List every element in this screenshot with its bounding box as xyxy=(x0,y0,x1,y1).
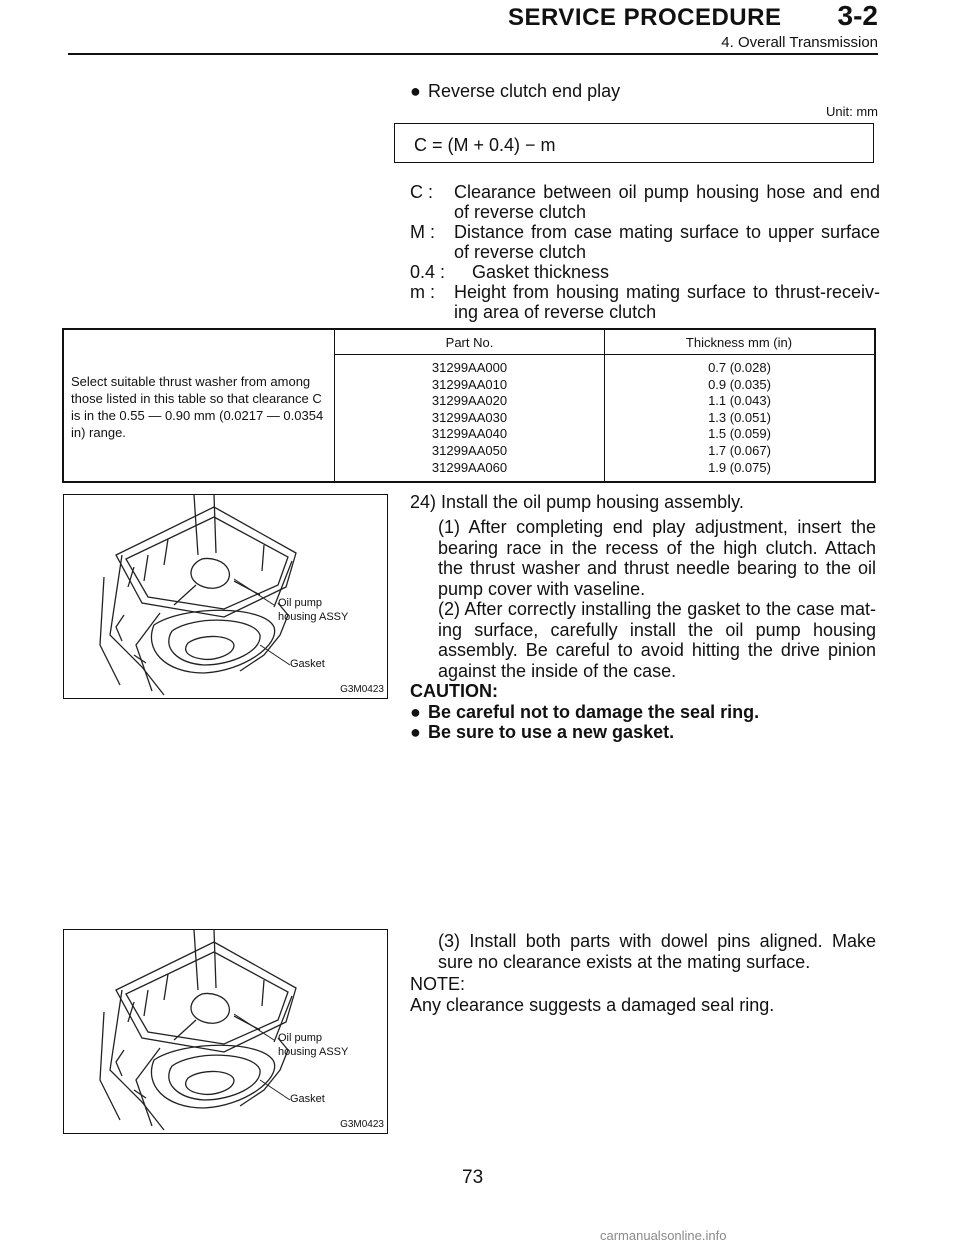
definition-text: Gasket thickness xyxy=(472,262,610,282)
definition-text: Clearance between oil pump housing hose and end of reverse clutch xyxy=(454,182,880,222)
page-number: 73 xyxy=(462,1167,484,1188)
definition-symbol: 0.4 : xyxy=(410,262,446,282)
table-cell-thickness: 0.7 (0.028) xyxy=(708,360,771,375)
column-header-thickness: Thickness mm (in) xyxy=(685,335,793,350)
note-block xyxy=(410,974,774,1015)
note-text: Any clearance suggests a damaged seal ring. xyxy=(410,994,775,1015)
bullet-icon: ● xyxy=(410,722,421,742)
unit-label: Unit: mm xyxy=(826,104,878,119)
table-cell-part: 31299AA000 xyxy=(431,360,508,375)
definition-symbol: m : xyxy=(410,282,435,302)
reverse-clutch-heading xyxy=(410,81,620,102)
callout-oil-pump-1: Oil pump xyxy=(278,597,323,609)
step-24-heading: 24) Install the oil pump housing assembly. xyxy=(410,492,744,512)
definition-text: Height from housing mating surface to thrust-receiv- ing area of reverse clutch xyxy=(454,282,880,322)
callout-gasket: Gasket xyxy=(290,658,325,670)
table-cell-thickness: 0.9 (0.035) xyxy=(708,376,771,392)
callout-housing-assy: housing ASSY xyxy=(278,1046,349,1058)
subsection-title: 4. Overall Transmission xyxy=(721,34,878,51)
figure-code: G3M0423 xyxy=(340,1119,384,1130)
caution-item-2 xyxy=(410,722,759,743)
page-header-title: SERVICE PROCEDURE xyxy=(508,4,782,31)
definition-text: Distance from case mating surface to upper surface of reverse clutch xyxy=(454,222,880,262)
caution-title: CAUTION: xyxy=(410,681,498,701)
oil-pump-housing-illustration xyxy=(64,495,387,698)
step-24-sub-1: (1) After completing end play adjustment, insert the bearing race in the recess of the high clutch. Attach the thrust washer and thrust needle bearing to the oil pump cover with vaseline. xyxy=(438,517,876,599)
caution-block xyxy=(410,681,759,743)
caution-text: Be sure to use a new gasket. xyxy=(428,722,675,742)
thrust-washer-table xyxy=(62,328,876,483)
table-cell-thickness: 1.1 (0.043) xyxy=(708,393,771,409)
step-24-sub-2: (2) After correctly installing the gasket to the case mat- ing surface, carefully install the oil pump housing assembly. Be careful to avoid hitting the drive pinion against the inside of the case. xyxy=(438,599,876,681)
column-header-part: Part No. xyxy=(445,335,494,350)
table-cell-part: 31299AA040 xyxy=(431,426,508,442)
caution-item-1 xyxy=(410,702,759,723)
bullet-icon: ● xyxy=(410,701,421,722)
definition-m-lower xyxy=(410,282,880,322)
table-cell-part: 31299AA020 xyxy=(431,393,508,409)
figure-oil-pump-housing-2 xyxy=(63,929,388,1134)
callout-housing-assy: housing ASSY xyxy=(278,611,349,623)
figure-oil-pump-housing-1 xyxy=(63,494,388,699)
definition-gasket xyxy=(410,262,880,282)
definition-m-upper xyxy=(410,222,880,262)
oil-pump-housing-illustration xyxy=(64,930,387,1133)
table-cell-thickness: 1.5 (0.059) xyxy=(708,426,771,442)
header-rule xyxy=(68,53,878,55)
bullet-icon: ● xyxy=(410,81,421,101)
formula-box xyxy=(394,123,874,163)
section-number: 3-2 xyxy=(837,0,878,31)
table-cell-thickness: 1.9 (0.075) xyxy=(708,459,771,475)
callout-oil-pump-1: Oil pump xyxy=(278,1032,323,1044)
watermark: carmanualsonline.info xyxy=(600,1228,727,1243)
note-title: NOTE: xyxy=(410,974,466,994)
caution-text: Be careful not to damage the seal ring. xyxy=(428,701,760,722)
table-cell-thickness: 1.3 (0.051) xyxy=(708,409,771,425)
definition-symbol: M : xyxy=(410,222,435,242)
part-number-column xyxy=(335,360,604,476)
thickness-column xyxy=(605,360,874,476)
definition-symbol: C : xyxy=(410,182,434,202)
figure-code: G3M0423 xyxy=(340,684,384,695)
definitions-list xyxy=(410,182,880,322)
step-24-sub-3: (3) Install both parts with dowel pins aligned. Make sure no clearance exists at the mating surface. xyxy=(438,931,876,972)
table-instruction: Select suitable thrust washer from among those listed in this table so that clearance C is in the 0.55 — 0.90 mm (0.0217 — 0.0354 in) range. xyxy=(64,330,335,481)
table-cell-part: 31299AA010 xyxy=(431,376,508,392)
callout-gasket: Gasket xyxy=(290,1093,325,1105)
table-cell-thickness: 1.7 (0.067) xyxy=(708,442,771,458)
formula: C = (M + 0.4) − m xyxy=(414,135,556,155)
table-cell-part: 31299AA060 xyxy=(431,459,508,475)
table-cell-part: 31299AA030 xyxy=(431,409,508,425)
definition-c xyxy=(410,182,880,222)
heading-text: Reverse clutch end play xyxy=(428,81,621,101)
table-cell-part: 31299AA050 xyxy=(431,442,508,458)
